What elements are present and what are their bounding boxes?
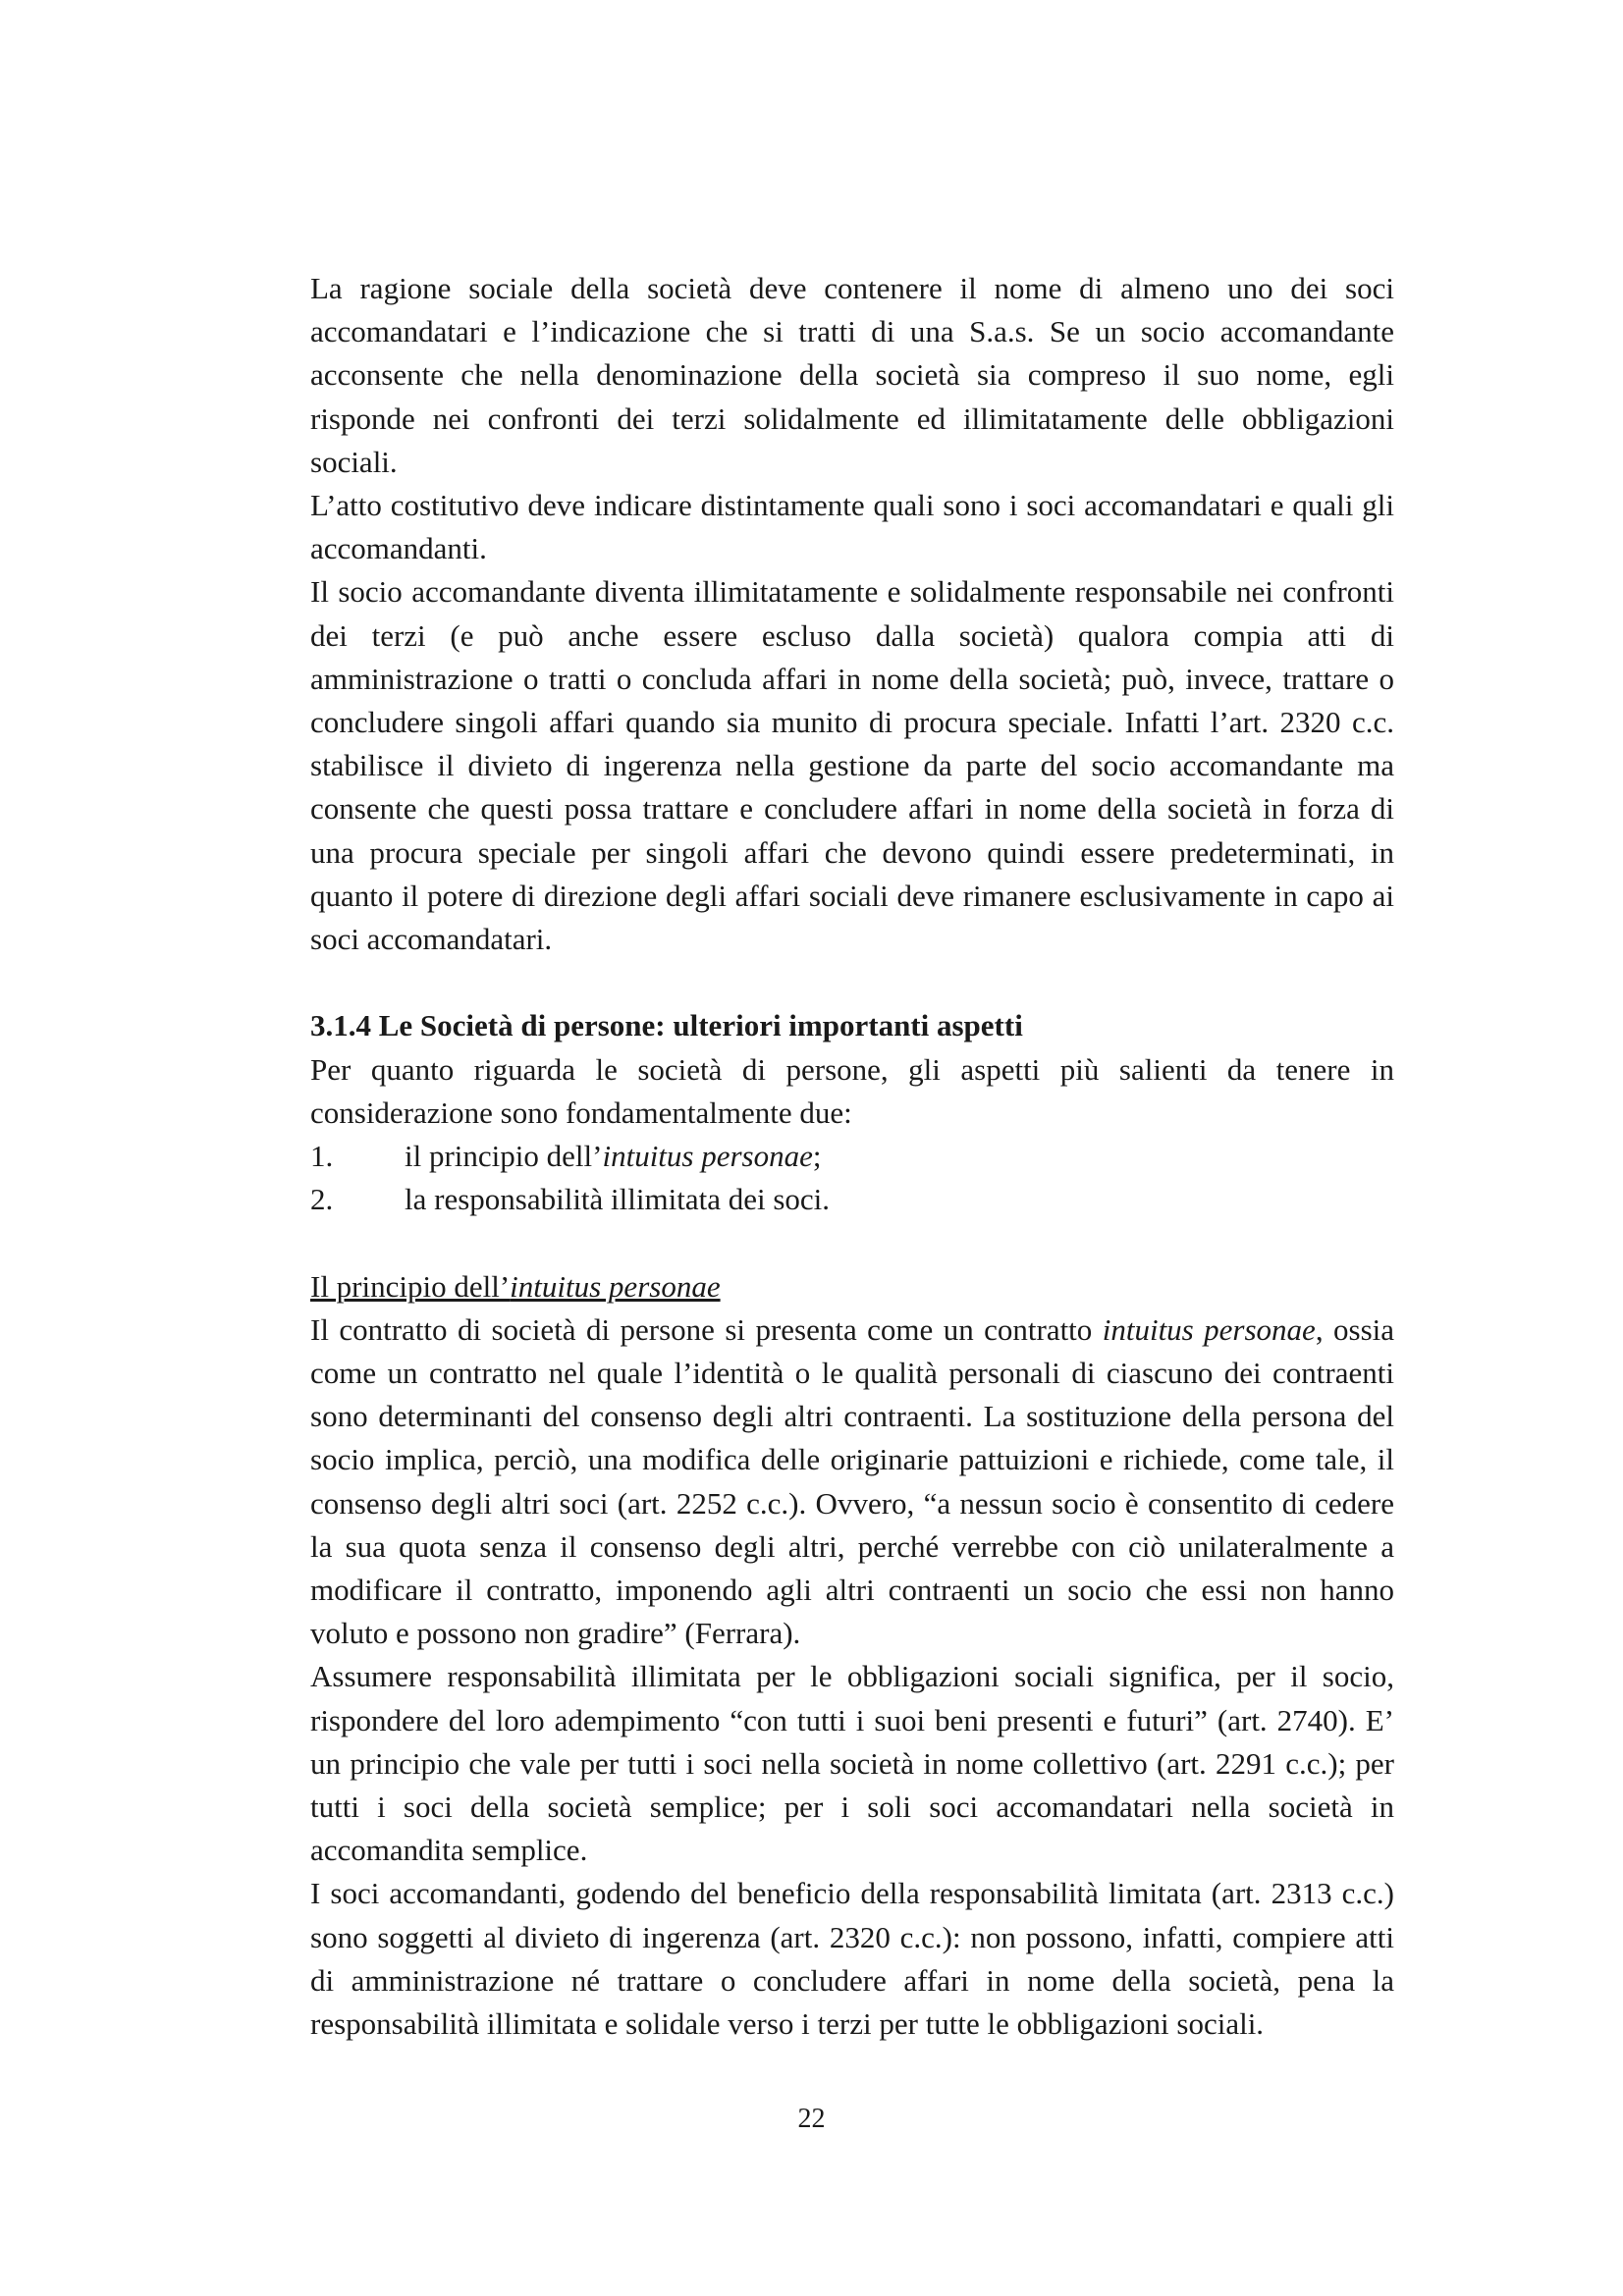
subsection-heading: Il principio dell’intuitus personae — [310, 1268, 721, 1304]
section-heading: 3.1.4 Le Società di persone: ulteriori importanti aspetti — [310, 1008, 1023, 1043]
list-item — [310, 1178, 1394, 1221]
paragraph-spacer — [310, 961, 1394, 1004]
paragraph-spacer — [310, 1221, 1394, 1264]
list-item-text: la responsabilità illimitata dei soci. — [405, 1182, 831, 1217]
list-item-number: 2. — [310, 1182, 334, 1217]
paragraph-socio-accomandante: Il socio accomandante diventa illimitatamente e solidalmente responsabile nei confronti dei terzi (e può anche essere escluso dalla società) qualora compia atti di amministrazione o tratti o concluda affari in nome della società; può, invece, trattare o concludere singoli affari quando sia munito di procura speciale. Infatti l’art. 2320 c.c. stabilisce il divieto di ingerenza nella gestione da parte del socio accomandante ma consente che questi possa trattare e concludere affari in nome della società in forza di una procura speciale per singoli affari che devono quindi essere predeterminati, in quanto il potere di direzione degli affari sociali deve rimanere esclusivamente in capo ai soci accomandatari. — [310, 574, 1394, 957]
paragraph-soci-accomandanti: I soci accomandanti, godendo del beneficio della responsabilità limitata (art. 2313 c.c.) sono soggetti al divieto di ingerenza (art. 2320 c.c.): non possono, infatti, compiere atti di amministrazione né trattare o concludere affari in nome della società, pena la responsabilità illimitata e solidale verso i terzi per tutte le obbligazioni sociali. — [310, 1876, 1394, 2042]
paragraph-atto-costitutivo: L’atto costitutivo deve indicare distintamente quali sono i soci accomandatari e quali gli accomandanti. — [310, 488, 1394, 566]
paragraph-contratto-societa: Il contratto di società di persone si presenta come un contratto intuitus personae, ossia come un contratto nel quale l’identità o le qualità personali di ciascuno dei contraenti sono determinanti del consenso degli altri contraenti. La sostituzione della persona del socio implica, perciò, una modifica delle originarie pattuizioni e richiede, come tale, il consenso degli altri soci (art. 2252 c.c.). Ovvero, “a nessun socio è consentito di cedere la sua quota senza il consenso degli altri, perché verrebbe con ciò unilateralmente a modificare il contratto, imponendo agli altri contraenti un socio che essi non hanno voluto e possono non gradire” (Ferrara). — [310, 1311, 1394, 1651]
list-item-number: 1. — [310, 1139, 334, 1174]
paragraph-ragione-sociale: La ragione sociale della società deve contenere il nome di almeno uno dei soci accomandatari e l’indicazione che si tratti di una S.a.s. Se un socio accomandante acconsente che nella denominazione della società sia compreso il suo nome, egli risponde nei confronti dei terzi solidalmente ed illimitatamente delle obbligazioni sociali. — [310, 271, 1394, 479]
list-item-text: il principio dell’intuitus personae; — [405, 1139, 822, 1174]
paragraph-responsabilita-illimitata: Assumere responsabilità illimitata per le obbligazioni sociali significa, per il socio, rispondere del loro adempimento “con tutti i suoi beni presenti e futuri” (art. 2740). E’ un principio che vale per tutti i soci nella società in nome collettivo (art. 2291 c.c.); per tutti i soci della società semplice; per i soli soci accomandatari nella società in accomandita semplice. — [310, 1659, 1394, 1868]
list-item — [310, 1135, 1394, 1178]
document-page — [310, 267, 1394, 2046]
paragraph-aspetti-salienti: Per quanto riguarda le società di persone, gli aspetti più salienti da tenere in considerazione sono fondamentalmente due: — [310, 1051, 1394, 1130]
page-number: 22 — [797, 2104, 826, 2134]
